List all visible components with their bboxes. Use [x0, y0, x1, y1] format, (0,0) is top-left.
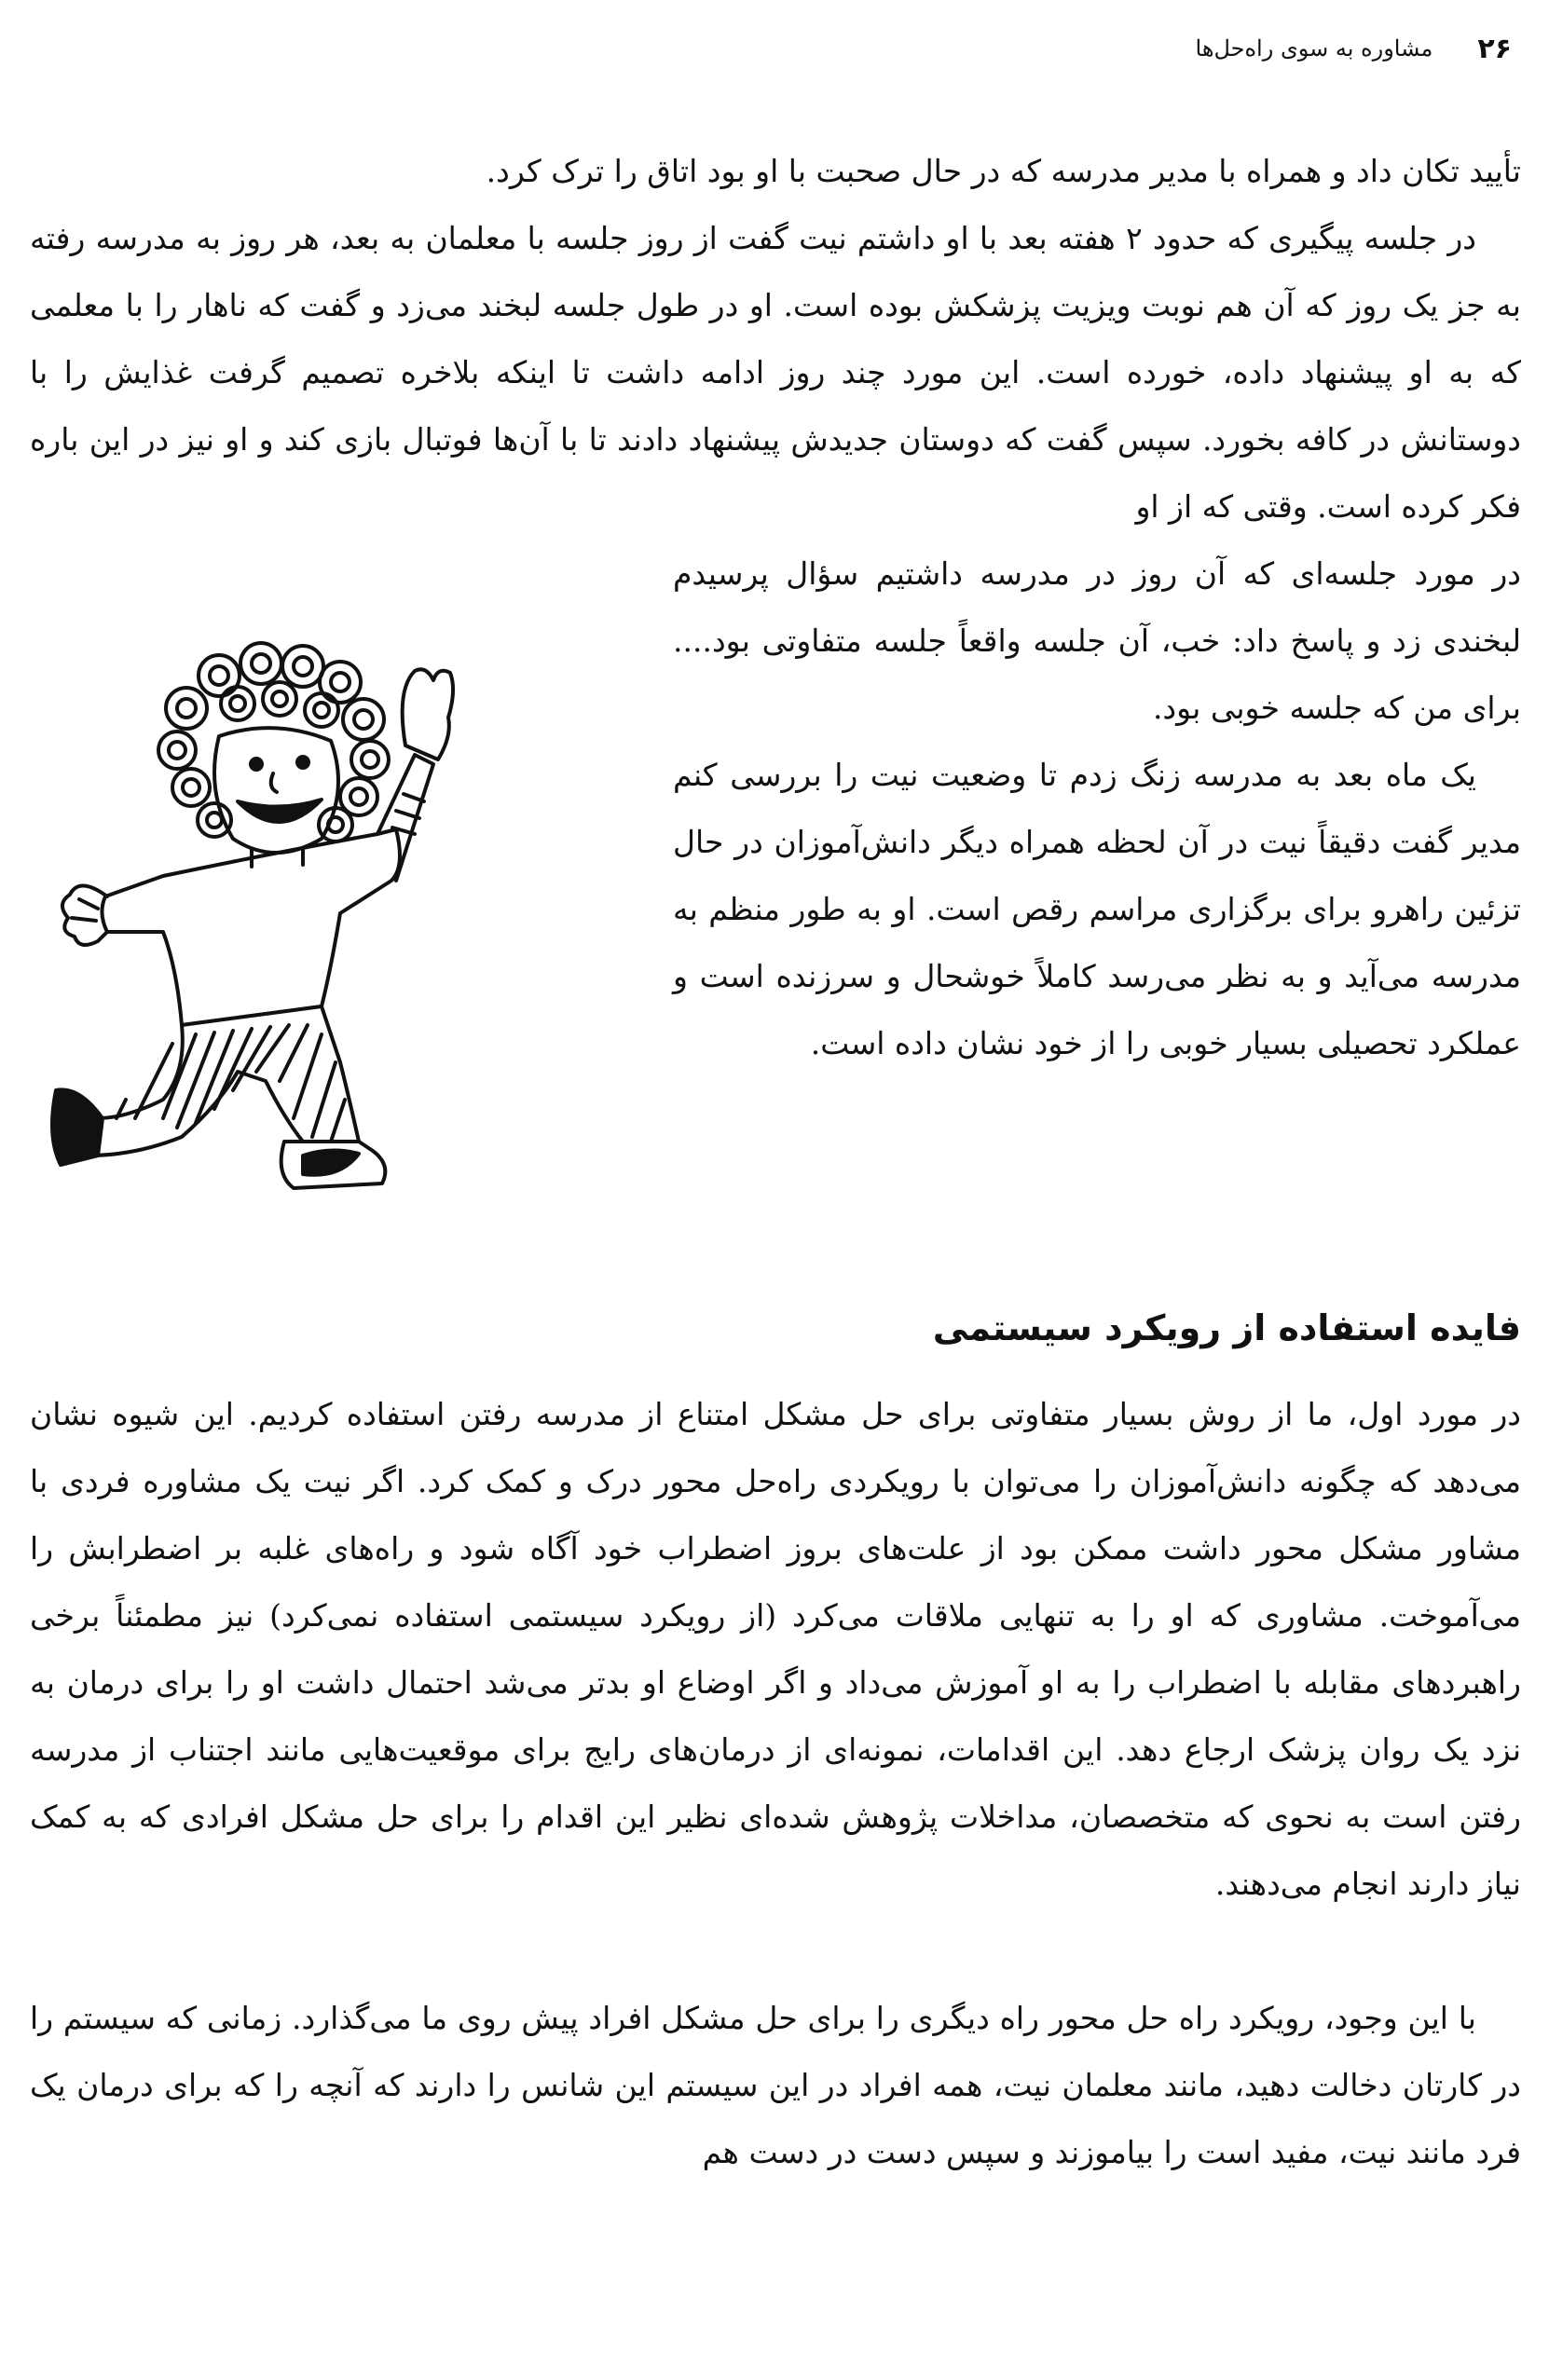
section-heading: فایده استفاده از رویکرد سیستمی — [932, 1307, 1521, 1348]
paragraph-2-continued: در مورد جلسه‌ای که آن روز در مدرسه داشتیم سؤال پرسیدم لبخندی زد و پاسخ داد: خب، آن جلسه واقعاً جلسه متفاوتی بود.... برای من که جلسه خوبی بود. — [673, 555, 1521, 726]
paragraph-3: یک ماه بعد به مدرسه زنگ زدم تا وضعیت نیت را بررسی کنم مدیر گفت دقیقاً نیت در آن لحظه همراه دیگر دانش‌آموزان در حال تزئین راهرو برای برگزاری مراسم رقص است. او به طور منظم به مدرسه می‌آید و به نظر می‌رسد کاملاً خوشحال و سرزنده است و عملکرد تحصیلی بسیار خوبی را از خود نشان داده است. — [673, 757, 1521, 1061]
paragraph-4: در مورد اول، ما از روش بسیار متفاوتی برای حل مشکل امتناع از مدرسه رفتن استفاده کردیم. این شیوه نشان می‌دهد که چگونه دانش‌آموزان را می‌توان با رویکردی راه‌حل محور درک و کمک کرد. اگر نیت یک مشاوره فردی با مشاور مشکل محور داشت ممکن بود از علت‌های بروز اضطراب خود آگاه شود و راه‌های غلبه بر اضطرابش را می‌آموخت. مشاوری که او را به تنهایی ملاقات می‌کرد (از رویکرد سیستمی استفاده نمی‌کرد) نیز مطمئناً برخی راهبردهای مقابله با اضطراب را به او آموزش می‌داد و اگر اوضاع او بدتر می‌شد احتمال داشت او را برای درمان به نزد یک روان پزشک ارجاع دهد. این اقدامات، نمونه‌ای از درمان‌های رایج برای موقعیت‌هایی مانند اجتناب از مدرسه رفتن است به نحوی که متخصصان، مداخلات پژوهش شده‌ای نظیر این اقدام را برای حل مشکل افرادی که به کمک نیاز دارند انجام می‌دهند. — [30, 1396, 1521, 1902]
paragraph-1: تأیید تکان داد و همراه با مدیر مدرسه که در حال صحبت با او بود اتاق را ترک کرد. — [486, 153, 1521, 189]
running-title: مشاوره به سوی راه‌حل‌ها — [1195, 35, 1433, 62]
dancing-child-illustration-icon — [23, 634, 629, 1202]
paragraph-2: در جلسه پیگیری که حدود ۲ هفته بعد با او داشتم نیت گفت از روز جلسه با معلمان به بعد، هر روز به مدرسه رفته به جز یک روز که آن هم نوبت ویزیت پزشکش بوده است. او در طول جلسه لبخند می‌زد و گفت که ناهار را با معلمی که به او پیشنهاد داده، خورده است. این مورد چند روز ادامه داشت تا اینکه بلاخره تصمیم گرفت غذایش را با دوستانش در کافه بخورد. سپس گفت که دوستان جدیدش پیشنهاد دادند تا با آن‌ها فوتبال بازی کند و او نیز در این باره فکر کرده است. وقتی که از او — [30, 220, 1521, 525]
running-header — [37, 26, 1512, 71]
page-number: ۲۶ — [1477, 32, 1512, 65]
paragraph-5: با این وجود، رویکرد راه حل محور راه دیگری را برای حل مشکل افراد پیش روی ما می‌گذارد. زمانی که سیستم را در کارتان دخالت دهید، مانند معلمان نیت، همه افراد در این سیستم این شانس را دارند که آنچه را که برای درمان یک فرد مانند نیت، مفید است را بیاموزند و سپس دست در دست هم — [30, 2000, 1521, 2170]
